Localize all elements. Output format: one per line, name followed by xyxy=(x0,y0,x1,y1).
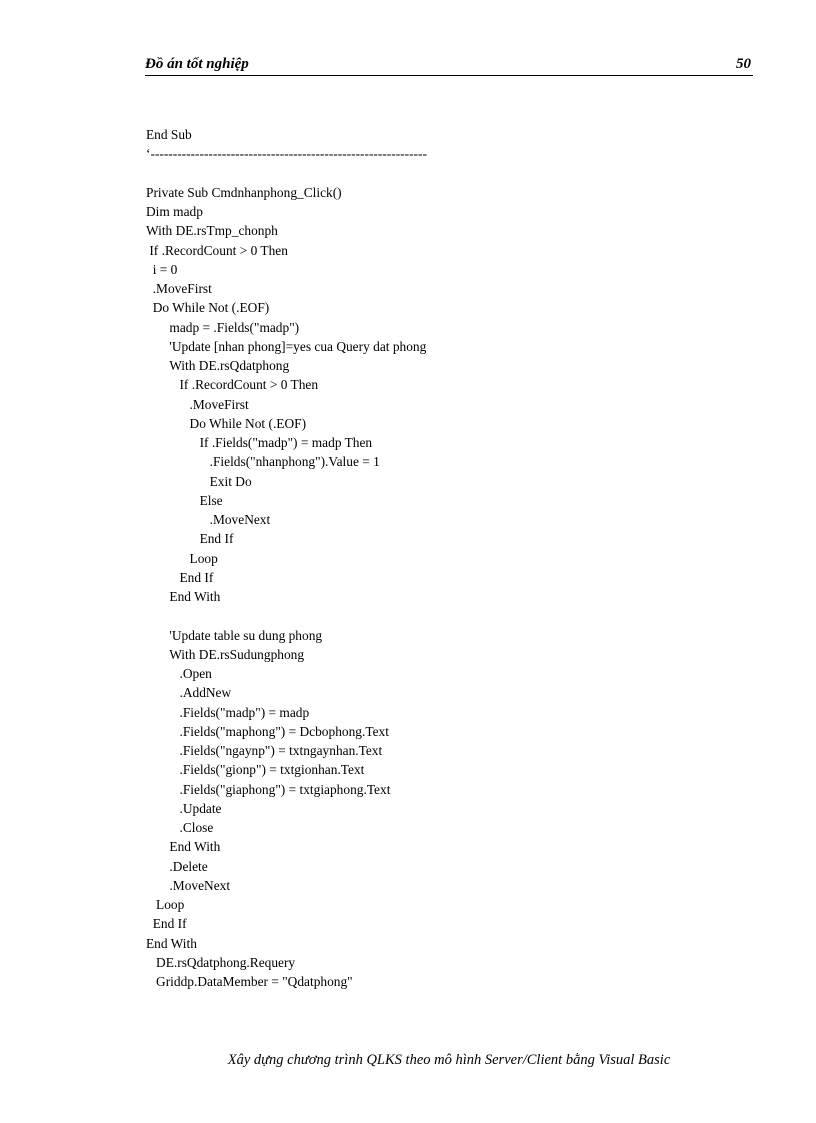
code-line: End If xyxy=(146,916,187,932)
code-line: Do While Not (.EOF) xyxy=(146,300,270,316)
code-listing xyxy=(146,125,427,991)
code-line: Private Sub Cmdnhanphong_Click() xyxy=(146,184,342,200)
code-line: Dim madp xyxy=(146,204,203,219)
page-header xyxy=(145,54,753,76)
code-line: If .RecordCount > 0 Then xyxy=(146,377,319,393)
code-line: .Fields("gionp") = txtgionhan.Text xyxy=(146,762,365,778)
code-line: 'Update [nhan phong]=yes cua Query dat phong xyxy=(146,338,427,354)
code-line: i = 0 xyxy=(146,261,178,277)
code-line: End With xyxy=(146,839,221,855)
code-line: End Sub xyxy=(146,127,192,142)
code-line: If .Fields("madp") = madp Then xyxy=(146,435,373,450)
code-line: .MoveNext xyxy=(146,877,231,893)
code-line: madp = .Fields("madp") xyxy=(146,319,300,335)
code-line xyxy=(146,606,427,625)
code-line: End With xyxy=(146,589,221,604)
code-line: .MoveNext xyxy=(146,512,271,527)
code-line: Loop xyxy=(146,550,218,566)
code-line: Do While Not (.EOF) xyxy=(146,415,307,431)
header-rule xyxy=(145,75,753,76)
code-line: With DE.rsTmp_chonph xyxy=(146,223,278,239)
code-line: .Fields("madp") = madp xyxy=(146,704,310,720)
code-line: .Fields("giaphong") = txtgiaphong.Text xyxy=(146,781,391,797)
code-line xyxy=(146,164,427,183)
code-line: Loop xyxy=(146,897,185,912)
header-title: Đồ án tốt nghiệp xyxy=(145,56,249,72)
page-footer xyxy=(0,1052,816,1069)
code-line: .Fields("ngaynp") = txtngaynhan.Text xyxy=(146,743,383,758)
code-line: .Fields("maphong") = Dcbophong.Text xyxy=(146,723,389,739)
code-line: ‘-------------------------------------------------------------- xyxy=(146,146,427,162)
code-line: End If xyxy=(146,569,214,585)
code-line: End With xyxy=(146,935,197,951)
code-line: .Close xyxy=(146,820,214,835)
code-line: With DE.rsSudungphong xyxy=(146,646,305,662)
code-line: .MoveFirst xyxy=(146,281,212,296)
code-line: .MoveFirst xyxy=(146,396,249,412)
code-line: .AddNew xyxy=(146,685,232,701)
code-line: Exit Do xyxy=(146,473,252,489)
code-line: End If xyxy=(146,531,234,547)
code-line: DE.rsQdatphong.Requery xyxy=(146,954,296,970)
code-line: .Delete xyxy=(146,858,208,874)
code-line: With DE.rsQdatphong xyxy=(146,358,290,373)
code-line: If .RecordCount > 0 Then xyxy=(146,242,288,258)
footer-text: Xây dựng chương trình QLKS theo mô hình Server/Client bằng Visual Basic xyxy=(227,1052,671,1068)
code-line: .Fields("nhanphong").Value = 1 xyxy=(146,454,380,470)
code-line: .Update xyxy=(146,800,222,816)
code-line: 'Update table su dung phong xyxy=(146,627,323,643)
code-line: Else xyxy=(146,492,223,508)
page-number: 50 xyxy=(736,56,751,72)
code-line: Griddp.DataMember = "Qdatphong" xyxy=(146,974,353,989)
code-line: .Open xyxy=(146,666,212,681)
